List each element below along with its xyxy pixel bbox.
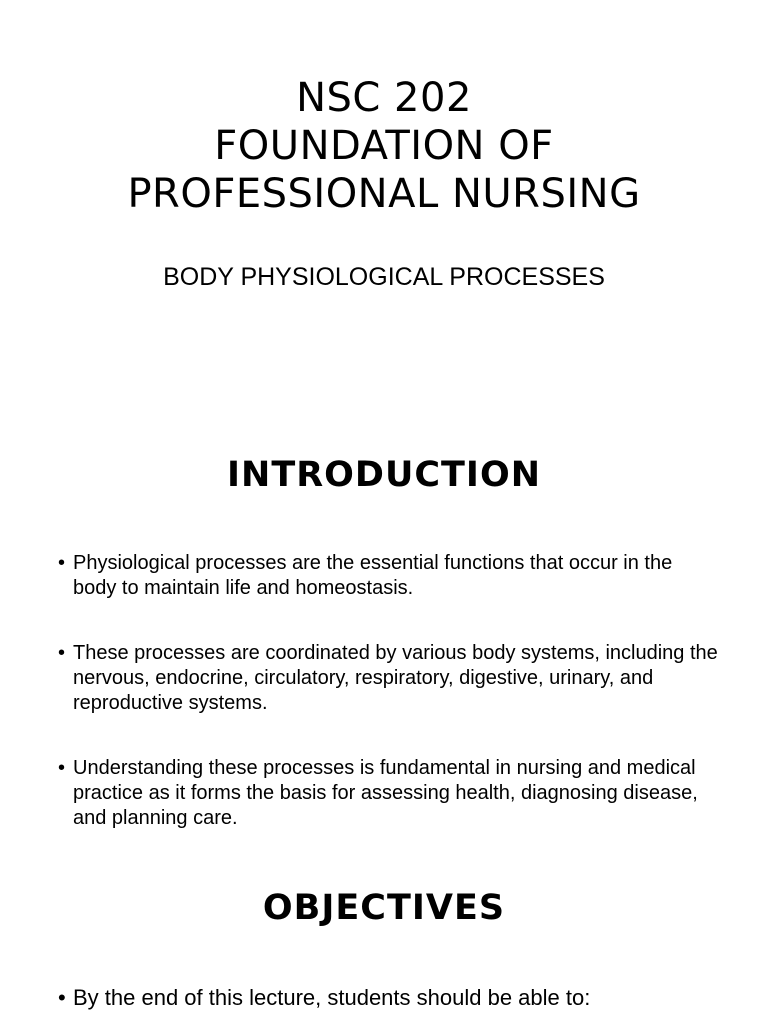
list-item	[58, 641, 718, 716]
course-title-line-1: FOUNDATION OF	[214, 123, 554, 169]
list-item-text: Understanding these processes is fundamental in nursing and medical practice as it forms the basis for assessing health, diagnosing disease, and planning care.	[73, 757, 698, 829]
list-item	[58, 756, 718, 831]
list-item	[58, 551, 718, 601]
introduction-heading: INTRODUCTION	[227, 455, 541, 495]
list-item-text: By the end of this lecture, students should be able to:	[73, 985, 591, 1010]
introduction-list	[58, 551, 718, 871]
list-item	[58, 984, 718, 1012]
objectives-list	[58, 984, 718, 1012]
bullet-icon: •	[58, 642, 66, 664]
course-title-line-2: PROFESSIONAL NURSING	[127, 171, 641, 217]
bullet-icon: •	[58, 985, 66, 1010]
bullet-icon: •	[58, 757, 66, 779]
objectives-heading: OBJECTIVES	[262, 888, 506, 928]
title-slide-heading	[0, 74, 768, 218]
list-item-text: Physiological processes are the essential functions that occur in the body to maintain life and homeostasis.	[73, 552, 673, 599]
list-item-text: These processes are coordinated by various body systems, including the nervous, endocrine, circulatory, respiratory, digestive, urinary, and reproductive systems.	[73, 642, 718, 714]
bullet-icon: •	[58, 552, 66, 574]
course-code: NSC 202	[296, 75, 472, 121]
lecture-subtitle: BODY PHYSIOLOGICAL PROCESSES	[163, 263, 605, 291]
